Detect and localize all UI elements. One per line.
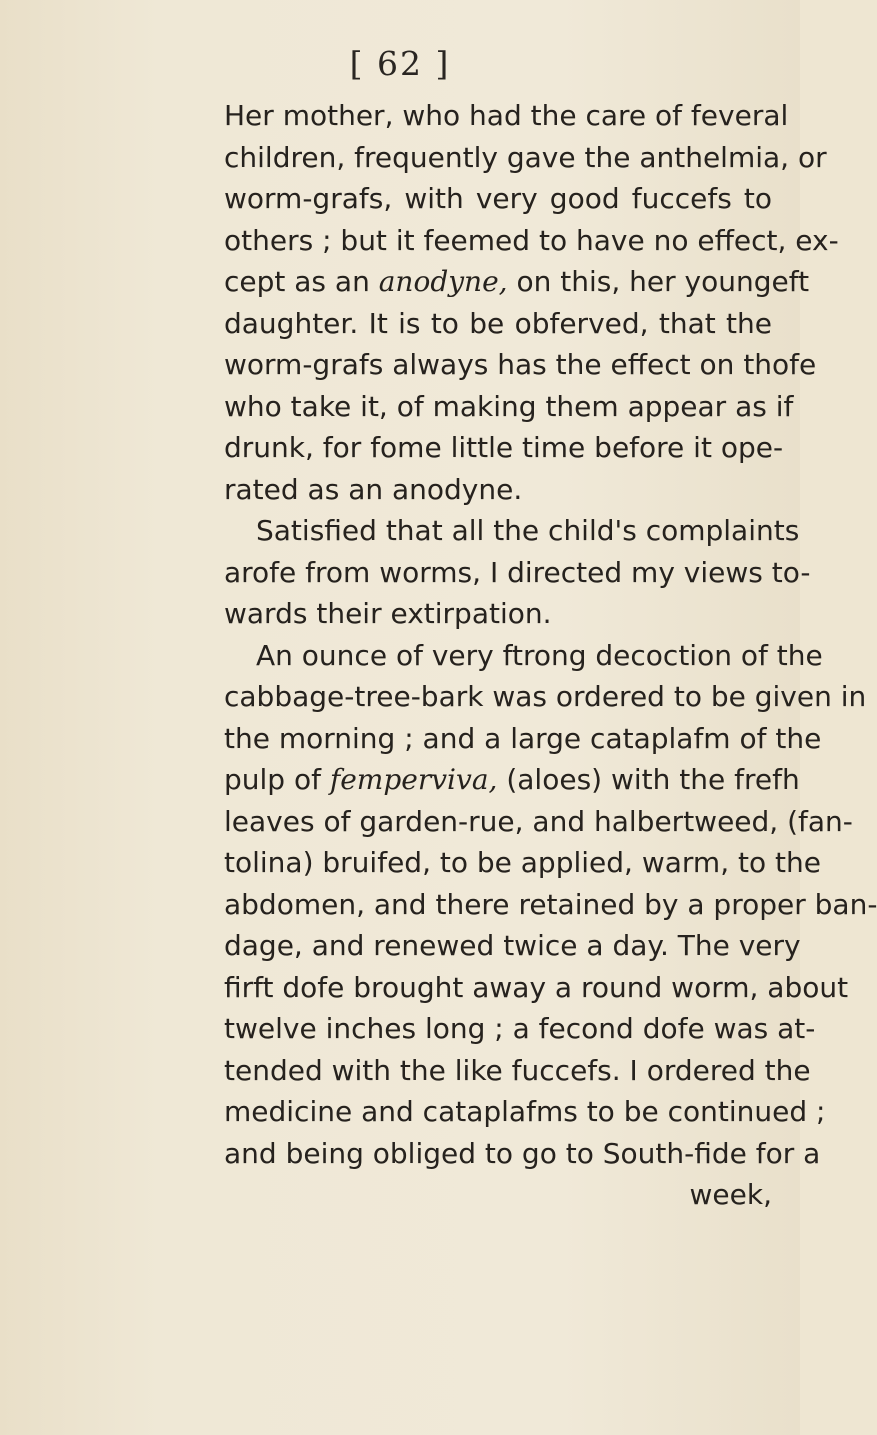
- page-number: [ 62 ]: [349, 44, 451, 83]
- text-line: An ounce of very ftrong decoction of the: [256, 638, 823, 672]
- text-segment: pulp of: [224, 763, 321, 796]
- text-segment: cept as an: [224, 265, 370, 298]
- text-line: medicine and cataplafms to be continued ;: [224, 1095, 826, 1128]
- text-line: firft dofe brought away a round worm, about: [224, 970, 849, 1004]
- text-segment: on this, her youngeft: [516, 265, 810, 298]
- text-line: rated as an anodyne.: [224, 472, 523, 506]
- text-line: [224, 759, 800, 801]
- text-line: leaves of garden-rue, and halbertweed, (fan-: [224, 804, 853, 838]
- text-line: children, frequently gave the anthelmia, or: [224, 140, 827, 174]
- text-line: [224, 261, 810, 303]
- text-line: wards their extirpation.: [224, 597, 552, 630]
- text-line: tended with the like fuccefs. I ordered the: [224, 1053, 811, 1087]
- text-line: who take it, of making them appear as if: [224, 389, 794, 423]
- catchword: week,: [689, 1178, 772, 1211]
- text-line: dage, and renewed twice a day. The very: [224, 929, 801, 962]
- text-line: arofe from worms, I directed my views to-: [224, 555, 811, 589]
- text-line: Her mother, who had the care of feveral: [224, 99, 789, 132]
- text-line: others ; but it feemed to have no effect, ex-: [224, 223, 839, 257]
- text-line: and being obliged to go to South-fide for a: [224, 1136, 821, 1170]
- text-line: twelve inches long ; a fecond dofe was at-: [224, 1012, 816, 1045]
- text-line: worm-grafs always has the effect on thofe: [224, 348, 817, 381]
- text-line: cabbage-tree-bark was ordered to be given in: [224, 680, 867, 713]
- text-line: Satisfied that all the child's complaints: [256, 514, 800, 547]
- text-line: worm-grafs, with very good fuccefs to: [224, 182, 772, 215]
- text-line: daughter. It is to be obferved, that the: [224, 306, 772, 340]
- text-line: the morning ; and a large cataplafm of the: [224, 721, 822, 755]
- text-line: drunk, for fome little time before it ope-: [224, 431, 784, 464]
- text-line: tolina) bruifed, to be applied, warm, to the: [224, 846, 821, 879]
- italic-term: femperviva,: [329, 763, 498, 796]
- text-line: abdomen, and there retained by a proper ban-: [224, 887, 877, 921]
- body-text: [224, 95, 877, 1216]
- italic-term: anodyne,: [378, 265, 508, 298]
- text-segment: (aloes) with the frefh: [506, 763, 800, 796]
